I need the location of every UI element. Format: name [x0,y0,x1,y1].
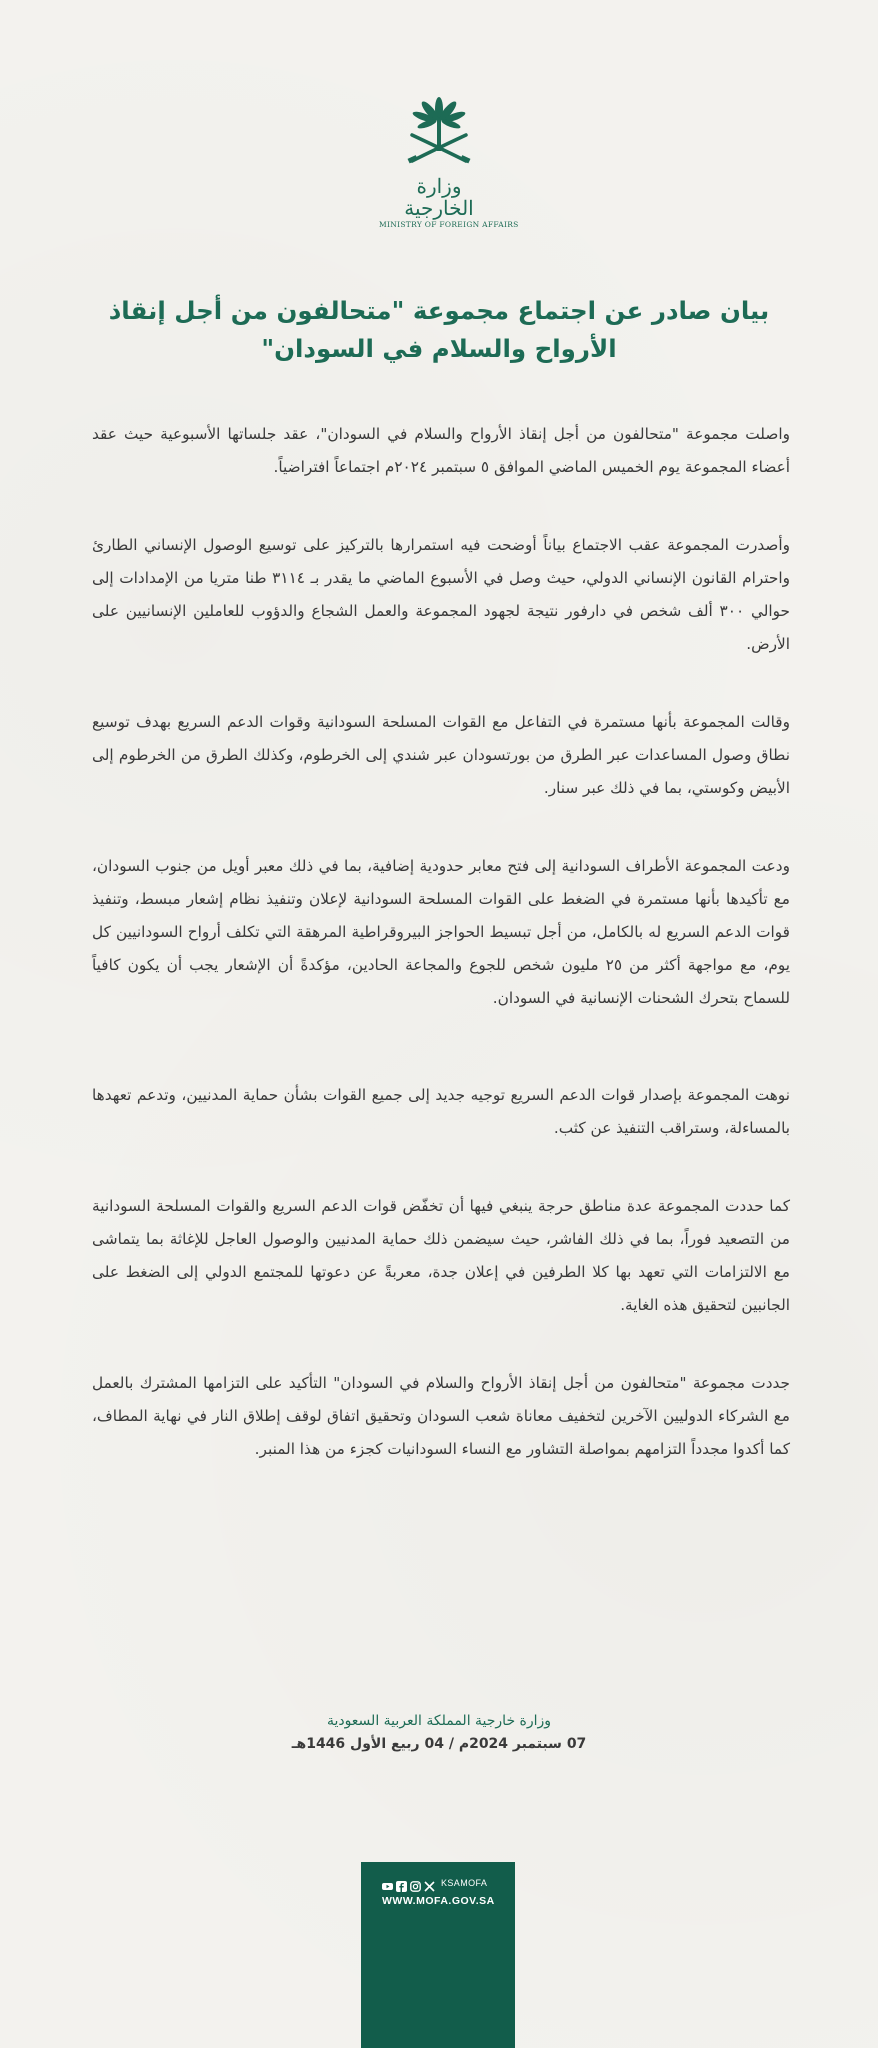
ministry-name-english: MINISTRY OF FOREIGN AFFAIRS [379,220,519,229]
ministry-name-arabic: وزارة الخارجية [404,174,474,220]
instagram-icon[interactable] [410,1877,421,1888]
youtube-icon[interactable] [382,1877,393,1888]
ministry-emblem [379,95,519,229]
website-link[interactable]: WWW.MOFA.GOV.SA [382,1895,495,1907]
signature-block [0,1710,878,1756]
signature-ministry: وزارة خارجية المملكة العربية السعودية [326,1713,552,1729]
paragraph: واصلت مجموعة "متحالفون من أجل إنقاذ الأرواح والسلام في السودان"، عقد جلساتها الأسبوعية حيث عقد أعضاء المجموعة يوم الخميس الماضي الموافق ٥ سبتمبر ٢٠٢٤م اجتماعاً افتراضياً. [92,425,790,476]
paragraph: نوهت المجموعة بإصدار قوات الدعم السريع توجيه جديد إلى جميع القوات بشأن حماية المدنيين، وتدعم تعهدها بالمساءلة، وستراقب التنفيذ عن كثب. [92,1086,790,1137]
facebook-icon[interactable] [396,1877,407,1888]
social-handle[interactable]: KSAMOFA [441,1877,488,1888]
paragraph: ودعت المجموعة الأطراف السودانية إلى فتح معابر حدودية إضافية، بما في ذلك معبر أويل من جنوب السودان، مع تأكيدها بأنها مستمرة في الضغط على القوات المسلحة السودانية لإعلان وتنفيذ نظام إشعار مبسط، وتنفيذ قوات الدعم السريع له بالكامل، من أجل تبسيط الحواجز البيروقراطية المرهقة التي تكلف أرواح السودانيين كل يوم، مع مواجهة أكثر من ٢٥ مليون شخص للجوع والمجاعة الحادين، مؤكدةً أن الإشعار يجب أن يكون كافياً للسماح بتحرك الشحنات الإنسانية في السودان. [92,857,790,1007]
statement-title: بيان صادر عن اجتماع مجموعة "متحالفون من أجل إنقاذ الأرواح والسلام في السودان" [108,296,770,363]
footer-panel [361,1862,515,2048]
x-icon[interactable] [424,1877,435,1888]
statement-body [92,418,790,1511]
paragraph: وقالت المجموعة بأنها مستمرة في التفاعل مع القوات المسلحة السودانية وقوات الدعم السريع بهدف توسيع نطاق وصول المساعدات عبر الطرق من بورتسودان عبر شندي إلى الخرطوم، وكذلك الطرق من الخرطوم إلى الأبيض وكوستي، بما في ذلك عبر سنار. [92,713,790,797]
paragraph: جددت مجموعة "متحالفون من أجل إنقاذ الأرواح والسلام في السودان" التأكيد على التزامها المشترك بالعمل مع الشركاء الدوليين الآخرين لتخفيف معاناة شعب السودان وتحقيق اتفاق لوقف إطلاق النار في نهاية المطاف، كما أكدوا مجدداً التزامهم بمواصلة التشاور مع النساء السودانيات كجزء من هذا المنبر. [92,1374,790,1458]
paragraph: كما حددت المجموعة عدة مناطق حرجة ينبغي فيها أن تخفّض قوات الدعم السريع والقوات المسلحة السودانية من التصعيد فوراً، بما في ذلك الفاشر، حيث سيضمن ذلك حماية المدنيين والوصول العاجل للإغاثة بما يتماشى مع الالتزامات التي تعهد بها كلا الطرفين في إعلان جدة، معربةً عن دعوتها للمجتمع الدولي إلى الضغط على الجانبين لتحقيق هذه الغاية. [92,1197,790,1314]
saudi-emblem-icon [404,95,474,173]
signature-date: 07 سبتمبر 2024م / 04 ربيع الأول 1446هـ [291,1736,587,1752]
paragraph: وأصدرت المجموعة عقب الاجتماع بياناً أوضحت فيه استمرارها بالتركيز على توسيع الوصول الإنساني الطارئ واحترام القانون الإنساني الدولي، حيث وصل في الأسبوع الماضي ما يقدر بـ ٣١١٤ طنا متريا من الإمدادات إلى حوالي ٣٠٠ ألف شخص في دارفور نتيجة لجهود المجموعة والعمل الشجاع والدؤوب للعاملين الإنسانيين على الأرض. [92,536,790,653]
social-links [382,1877,487,1888]
